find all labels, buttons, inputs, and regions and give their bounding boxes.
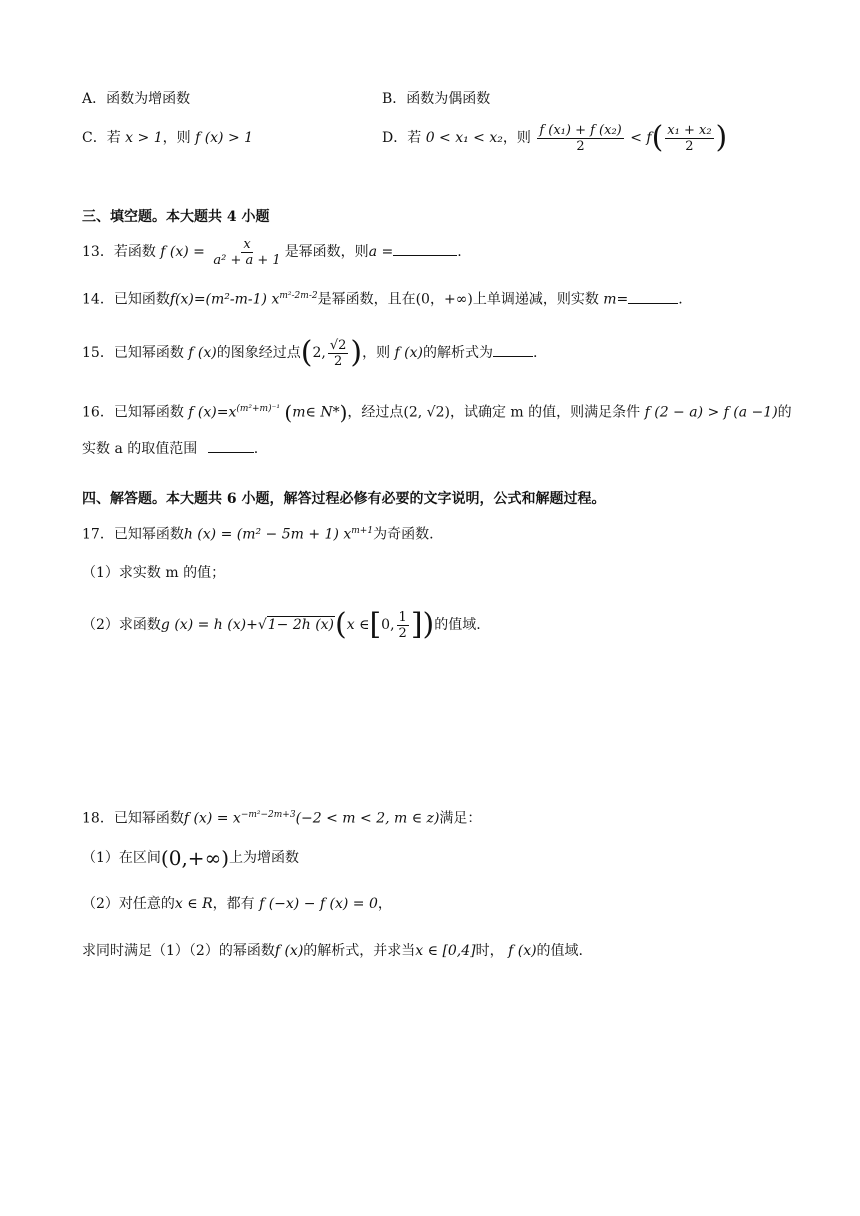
option-d-frac2-den: 2 bbox=[685, 138, 694, 154]
q16-ineq: f (2 − a) > f (a −1) bbox=[644, 404, 778, 421]
q18-final-f2: f (x) bbox=[508, 943, 537, 959]
q13-end: . bbox=[457, 244, 462, 260]
q18-final-mid2: 时， bbox=[475, 943, 504, 959]
q18-p2-x: x ∈ R bbox=[174, 896, 213, 912]
q18-f: f (x) = x bbox=[183, 810, 241, 827]
option-d-prefix: D．若 bbox=[382, 130, 422, 146]
q13 bbox=[82, 234, 462, 270]
q15-blank[interactable] bbox=[493, 356, 533, 357]
q13-frac-num: x bbox=[243, 236, 251, 252]
option-d-frac2-num: x₁ + x₂ bbox=[667, 122, 712, 138]
section4-heading: 四、解答题。本大题共 6 小题，解答过程必修有必要的文字说明，公式和解题过程。 bbox=[82, 491, 606, 507]
option-d-lt: < f bbox=[630, 130, 652, 146]
q18-exp: −m²−2m+3 bbox=[240, 810, 296, 820]
q15: 15．已知幂函数 f (x)的图象经过点(2, $\frac{√2}{2}$ )，则 f (x)的解析式为 . bbox=[82, 335, 538, 370]
option-d: D．若 0 < x₁ < x₂，则 $\frac{\text{f (x₁) + f (x₂)}}{2}$ < f( $\frac{\text{x₁ + x₂}}{2}$ ) bbox=[382, 120, 728, 155]
q16-pre: 16．已知幂函数 bbox=[82, 404, 184, 421]
q15-fraction bbox=[328, 338, 349, 369]
q16-exp: (m²+m)⁻¹ bbox=[236, 404, 280, 414]
q18-final-mid: 的解析式，并求当 bbox=[303, 943, 416, 959]
option-d-frac-den: 2 bbox=[576, 138, 585, 154]
q15-pre: 15．已知幂函数 bbox=[82, 345, 184, 361]
option-c-then: ，则 bbox=[162, 130, 191, 146]
q14-func: f(x)=(m²-m-1) bbox=[169, 291, 268, 308]
q17-pre: 17．已知幂函数 bbox=[82, 526, 184, 543]
option-b bbox=[382, 89, 490, 109]
q17-p2-sqrt: 1− 2h (x) bbox=[267, 617, 335, 633]
q13-var: a = bbox=[368, 244, 394, 260]
q15-frac-den: 2 bbox=[333, 353, 343, 369]
q13-blank[interactable] bbox=[393, 255, 457, 256]
q16-cond: m∈ N* bbox=[292, 404, 340, 421]
q18-p1-int: (0,+∞) bbox=[160, 846, 230, 870]
option-d-frac-num: f (x₁) + f (x₂) bbox=[539, 122, 622, 138]
option-b-text: B．函数为偶函数 bbox=[382, 91, 491, 107]
option-c bbox=[82, 128, 253, 148]
q18-line bbox=[82, 805, 481, 829]
q15-tail: 的解析式为 bbox=[423, 345, 493, 361]
option-d-fraction bbox=[537, 123, 623, 154]
q18-pre: 18．已知幂函数 bbox=[82, 810, 184, 827]
q14-var: m= bbox=[603, 291, 629, 308]
q15-f: f (x) bbox=[188, 345, 217, 361]
q13-tail: 是幂函数，则 bbox=[284, 244, 369, 260]
q17-p2-pre: （2）求函数 bbox=[82, 617, 161, 633]
q18-final-pre: 求同时满足（1）（2）的幂函数 bbox=[82, 943, 275, 959]
q17-tail: 为奇函数. bbox=[373, 526, 434, 543]
q16-line1: 16．已知幂函数 f $(x)=x^{(m^2+m)^{-1}}$ (m∈ N*)，经过点(2, √2)，试确定 m 的值，则满足条件 f (2 − a) > f (a −1)的 bbox=[82, 400, 792, 425]
q17-h: h (x) = (m² − 5m + 1) x bbox=[183, 526, 352, 543]
q18-cond: (−2 < m < 2, m ∈ z) bbox=[295, 810, 440, 827]
q17-line bbox=[82, 521, 434, 545]
q18-p2-pre: （2）对任意的 bbox=[82, 896, 175, 912]
q14-exp: m²-2m-2 bbox=[279, 291, 318, 301]
q15-post: ，则 bbox=[362, 345, 391, 361]
option-c-cond: x > 1 bbox=[125, 130, 163, 146]
q18-part2 bbox=[82, 894, 392, 914]
q16-line2 bbox=[82, 439, 258, 459]
q13-frac-den: a² + a + 1 bbox=[213, 252, 281, 268]
option-d-then: ，则 bbox=[502, 130, 531, 146]
q18-p2-eq: f (−x) − f (x) = 0 bbox=[259, 896, 378, 912]
q15-f2: f (x) bbox=[394, 345, 423, 361]
q18-tail: 满足： bbox=[439, 810, 482, 827]
q18-p2-end: ， bbox=[377, 896, 392, 912]
q17-p2-int-a: 0, bbox=[381, 617, 395, 633]
option-c-result: f (x) > 1 bbox=[195, 130, 254, 146]
q17-p2-g: g (x) = h (x)+ bbox=[160, 617, 258, 633]
q17-p2-frac-num: 1 bbox=[398, 609, 407, 625]
q18-p1-pre: （1）在区间 bbox=[82, 850, 161, 866]
q18-final-f: f (x) bbox=[274, 943, 304, 959]
q15-mid: 的图象经过点 bbox=[216, 345, 301, 361]
q17-part2: （2）求函数g (x) = h (x)+√1− 2h (x)(x ∈[0, $\frac{1}{2}$ ])的值域. bbox=[82, 607, 481, 642]
q14-x: x bbox=[271, 291, 280, 308]
q13-f: f (x) = bbox=[160, 244, 205, 260]
q13-fraction bbox=[211, 237, 282, 268]
q15-end: . bbox=[533, 345, 538, 361]
q18-final-tail: 的值域. bbox=[536, 943, 583, 959]
q14-pre: 14．已知函数 bbox=[82, 291, 170, 308]
q17-p2-dom: x ∈ bbox=[346, 617, 370, 633]
q17-p2-frac-den: 2 bbox=[398, 625, 407, 641]
q16-end1: 的 bbox=[777, 404, 792, 421]
q14-end: . bbox=[678, 291, 683, 308]
q16-point: (2, √2) bbox=[403, 404, 450, 421]
q18-final-dom: x ∈ [0,4] bbox=[415, 943, 476, 959]
q17-p2-fraction bbox=[397, 610, 409, 641]
section3-heading: 三、填空题。本大题共 4 小题 bbox=[82, 209, 270, 225]
q17-p2-tail: 的值域. bbox=[434, 617, 481, 633]
q18-p1-tail: 上为增函数 bbox=[229, 850, 300, 866]
q17-part1: （1）求实数 m 的值； bbox=[82, 565, 226, 581]
q14-post: 是幂函数，且在(0，+∞)上单调递减，则实数 bbox=[317, 291, 599, 308]
option-a-text: A．函数为增函数 bbox=[82, 91, 191, 107]
q17-exp: m+1 bbox=[351, 526, 374, 536]
q16-line2-text: 实数 a 的取值范围 bbox=[82, 441, 198, 457]
q16-mid: ，经过点 bbox=[347, 404, 404, 421]
option-a bbox=[82, 89, 190, 109]
q18-part1 bbox=[82, 848, 299, 868]
q15-pt-a: 2, bbox=[312, 345, 326, 361]
q16-end2: . bbox=[253, 441, 259, 457]
option-d-fraction2 bbox=[665, 123, 713, 154]
option-d-cond: 0 < x₁ < x₂ bbox=[425, 130, 503, 146]
q18-p2-mid: ，都有 bbox=[212, 896, 255, 912]
q13-num: 13．若函数 bbox=[82, 244, 156, 260]
q18-final bbox=[82, 941, 583, 961]
q14-blank[interactable] bbox=[628, 303, 678, 304]
option-c-prefix: C．若 bbox=[82, 130, 121, 146]
q16-blank[interactable] bbox=[208, 452, 254, 453]
q15-frac-num: √2 bbox=[329, 337, 347, 353]
q16-f: f (x)=x bbox=[188, 404, 237, 421]
q14 bbox=[82, 286, 683, 310]
q16-post: ，试确定 m 的值，则满足条件 bbox=[449, 404, 641, 421]
